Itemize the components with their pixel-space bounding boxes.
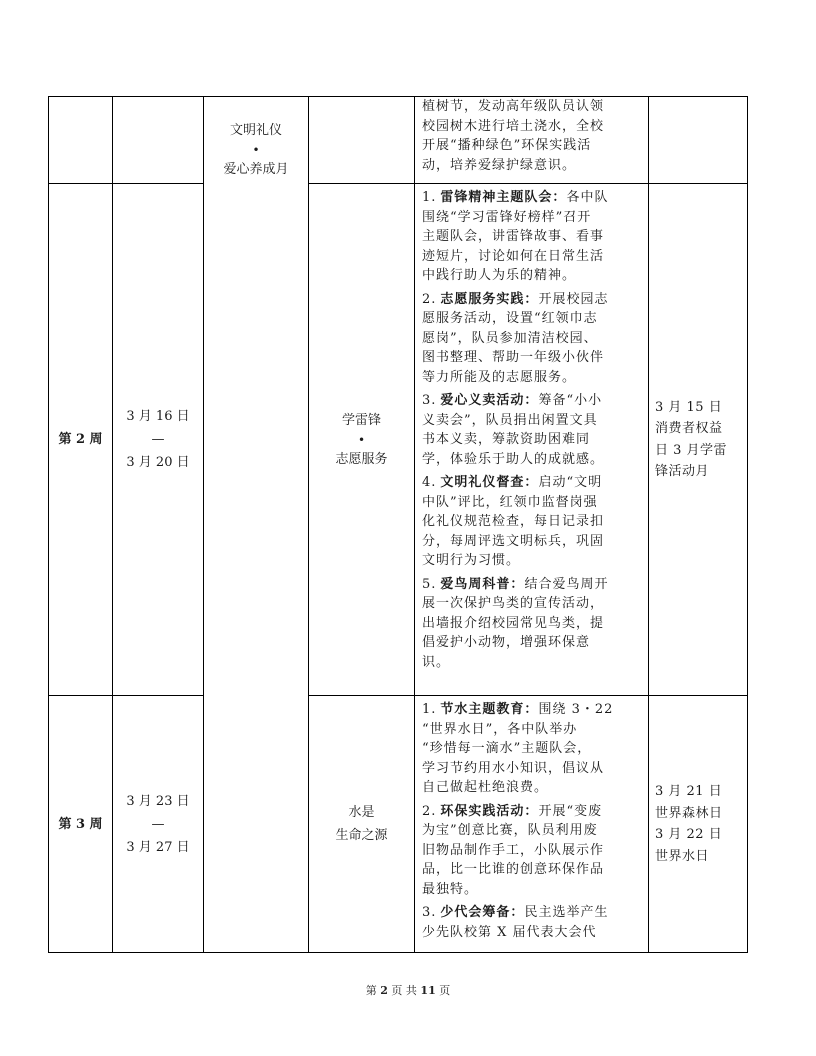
activity-keyword: 雷锋精神主题队会 <box>440 190 553 205</box>
notes-cell <box>649 184 748 696</box>
date-end: 3 月 27 日 <box>126 839 190 855</box>
content-line: “世界水日”，各中队举办 <box>422 721 578 737</box>
activity-keyword: 少代会筹备 <box>440 905 511 920</box>
content-line: 图书整理、帮助一年级小伙伴 <box>422 350 605 365</box>
note-line: 3 月 15 日 <box>655 399 723 415</box>
note-line: 日 3 月学雷 <box>655 442 728 458</box>
content-line: 中队”评比，红领巾监督岗强 <box>422 494 598 510</box>
activity-keyword: 爱鸟周科普 <box>440 576 511 592</box>
notes-cell <box>649 97 748 184</box>
activity-content-cell <box>415 696 649 953</box>
note-line: 世界森林日 <box>655 805 723 821</box>
content-line: 中践行助人为乐的精神。 <box>422 268 577 283</box>
activity-keyword: 节水主题教育 <box>440 702 525 717</box>
activity-item: 1. 节水主题教育：围绕 3・22 <box>422 702 614 717</box>
content-line: 校园树木进行培土浇水，全校 <box>422 118 605 134</box>
note-line: 3 月 22 日 <box>655 827 723 842</box>
date-dash: — <box>151 816 165 832</box>
activity-keyword: 文明礼仪督查 <box>440 475 525 490</box>
content-line: 等力所能及的志愿服务。 <box>422 369 577 385</box>
date-start: 3 月 16 日 <box>126 409 190 424</box>
note-line: 消费者权益 <box>655 421 723 436</box>
content-line: 开展“播种绿色”环保实践活 <box>422 138 592 153</box>
content-line: 分，每周评选文明标兵，巩固 <box>422 533 605 549</box>
weekly-theme-cell <box>309 97 415 184</box>
date-cell <box>113 97 204 184</box>
week-cell <box>49 97 113 184</box>
monthly-theme-line1: 文明礼仪 <box>229 123 282 138</box>
content-line: 出墙报介绍校园常见鸟类，提 <box>422 615 605 631</box>
activity-keyword: 环保实践活动 <box>440 803 525 819</box>
bullet-dot: • <box>252 143 260 157</box>
monthly-theme-cell <box>204 97 309 953</box>
content-line: 植树节，发动高年级队员认领 <box>422 99 605 114</box>
content-line: 化礼仪规范检查，每日记录扣 <box>422 514 605 529</box>
activity-item: 2. 环保实践活动：开展“变废 <box>422 803 603 819</box>
activity-item: 5. 爱鸟周科普：结合爱鸟周开 <box>422 576 609 592</box>
note-line: 锋活动月 <box>655 464 710 479</box>
current-page-number: 2 <box>380 984 388 997</box>
weekly-theme-cell <box>309 184 415 696</box>
activity-keyword: 志愿服务实践 <box>440 291 525 307</box>
page-footer: 第 2 页 共 11 页 <box>365 984 451 997</box>
content-line: 展一次保护鸟类的宣传活动， <box>422 596 605 611</box>
weekly-theme-line1: 水是 <box>348 805 375 820</box>
content-line: 愿服务活动，设置“红领巾志 <box>422 311 598 326</box>
monthly-theme-line2: 爱心养成月 <box>223 162 289 177</box>
content-line: 围绕“学习雷锋好榜样”召开 <box>422 209 592 225</box>
date-range-cell <box>113 184 204 696</box>
notes-cell <box>649 696 748 953</box>
content-line: 愿岗”，队员参加清洁校园、 <box>422 330 598 346</box>
activity-item: 3. 爱心义卖活动：筹备“小小 <box>422 393 603 408</box>
content-line: 文明行为习惯。 <box>422 553 521 568</box>
table-row-week2 <box>49 184 748 696</box>
content-line: 最独特。 <box>422 881 479 897</box>
note-line: 世界水日 <box>655 848 710 864</box>
table-row-week3 <box>49 696 748 953</box>
content-line: “珍惜每一滴水”主题队会， <box>422 741 592 756</box>
content-line: 迹短片，讨论如何在日常生活 <box>422 248 605 264</box>
weekly-theme-line2: 志愿服务 <box>335 451 388 467</box>
weekly-theme-cell <box>309 696 415 953</box>
date-dash: — <box>151 432 165 447</box>
content-line: 自己做起杜绝浪费。 <box>422 780 549 795</box>
week-label: 第 2 周 <box>49 184 113 696</box>
content-line: 义卖会”，队员捐出闲置文具 <box>422 412 598 428</box>
activity-keyword: 爱心义卖活动 <box>440 393 525 408</box>
date-start: 3 月 23 日 <box>126 793 190 809</box>
activity-content-cell <box>415 184 649 696</box>
content-line: 学，体验乐于助人的成就感。 <box>422 451 605 467</box>
schedule-table <box>48 96 748 953</box>
content-line: 旧物品制作手工，小队展示作 <box>422 842 605 858</box>
total-page-number: 11 <box>420 984 436 997</box>
weekly-theme-line2: 生命之源 <box>335 828 388 843</box>
content-line: 识。 <box>422 654 451 670</box>
activity-item: 2. 志愿服务实践：开展校园志 <box>422 291 609 307</box>
content-line: 倡爱护小动物，增强环保意 <box>422 635 591 650</box>
content-line: 品，比一比谁的创意环保作品 <box>422 862 605 877</box>
content-line: 书本义卖，筹款资助困难同 <box>422 432 591 447</box>
activity-item: 1. 雷锋精神主题队会：各中队 <box>422 190 609 205</box>
activity-item: 3. 少代会筹备：民主选举产生 <box>422 905 609 920</box>
content-line: 为宝”创意比赛，队员利用废 <box>422 823 598 838</box>
weekly-theme-line1: 学雷锋 <box>341 412 381 428</box>
content-line: 学习节约用水小知识，倡议从 <box>422 760 605 776</box>
activity-content-cell <box>415 97 649 184</box>
date-range-cell <box>113 696 204 953</box>
table-row <box>49 97 748 184</box>
content-line: 动，培养爱绿护绿意识。 <box>422 157 577 173</box>
activity-item: 4. 文明礼仪督查：启动“文明 <box>422 475 603 490</box>
bullet-dot: • <box>357 432 366 447</box>
week-label: 第 3 周 <box>49 696 113 953</box>
note-line: 3 月 21 日 <box>655 784 723 799</box>
content-line: 主题队会，讲雷锋故事、看事 <box>422 229 605 244</box>
date-end: 3 月 20 日 <box>126 455 190 470</box>
content-line: 少先队校第 X 届代表大会代 <box>422 924 597 940</box>
